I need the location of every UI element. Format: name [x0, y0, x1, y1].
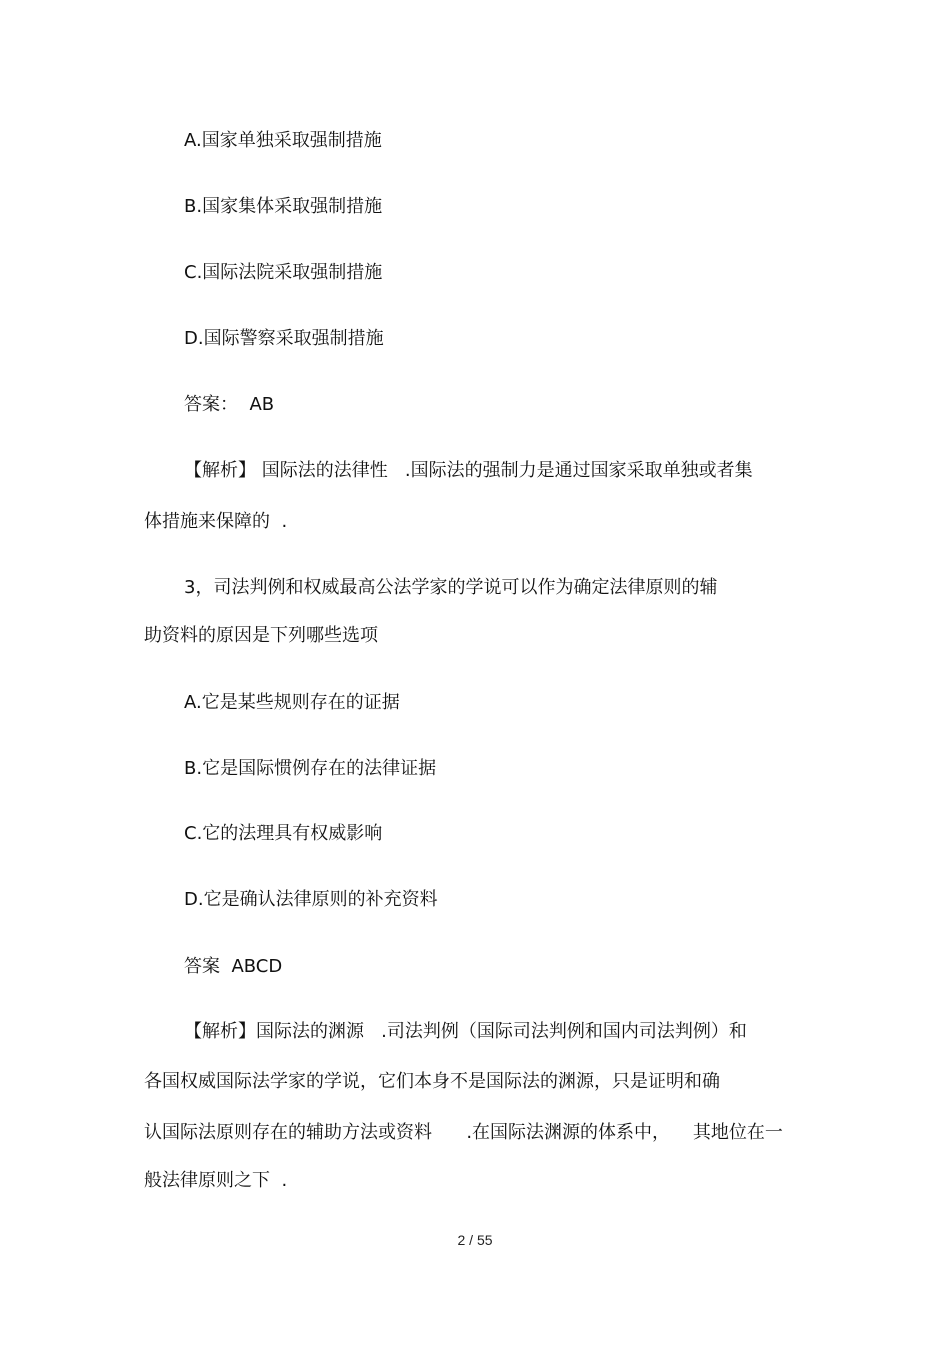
q2-option-a: A.国家单独采取强制措施 — [184, 130, 382, 151]
page-number: 2 / 55 — [457, 1232, 493, 1248]
q3-answer: 答案 ABCD — [184, 956, 283, 977]
q3-analysis-line-2: 各国权威国际法学家的学说，它们本身不是国际法的渊源，只是证明和确 — [144, 1071, 720, 1092]
q2-analysis-line-1: 【解析】 国际法的法律性 .国际法的强制力是通过国家采取单独或者集 — [184, 460, 753, 481]
q2-answer: 答案： AB — [184, 394, 275, 415]
q3-question-line-1: 3，司法判例和权威最高公法学家的学说可以作为确定法律原则的辅 — [184, 577, 718, 598]
q2-option-d: D.国际警察采取强制措施 — [184, 328, 384, 349]
q3-analysis-line-4: 般法律原则之下 . — [144, 1170, 288, 1191]
q3-question-line-2: 助资料的原因是下列哪些选项 — [144, 625, 378, 646]
q3-analysis-line-3: 认国际法原则存在的辅助方法或资料 .在国际法渊源的体系中， 其地位在一 — [144, 1122, 783, 1143]
q3-option-a: A.它是某些规则存在的证据 — [184, 692, 400, 713]
q2-option-c: C.国际法院采取强制措施 — [184, 262, 383, 283]
q3-option-b: B.它是国际惯例存在的法律证据 — [184, 758, 437, 779]
q3-analysis-line-1: 【解析】国际法的渊源 .司法判例（国际司法判例和国内司法判例）和 — [184, 1021, 747, 1042]
q3-option-d: D.它是确认法律原则的补充资料 — [184, 889, 438, 910]
q2-analysis-line-2: 体措施来保障的 . — [144, 511, 288, 532]
q2-option-b: B.国家集体采取强制措施 — [184, 196, 383, 217]
q3-option-c: C.它的法理具有权威影响 — [184, 823, 383, 844]
